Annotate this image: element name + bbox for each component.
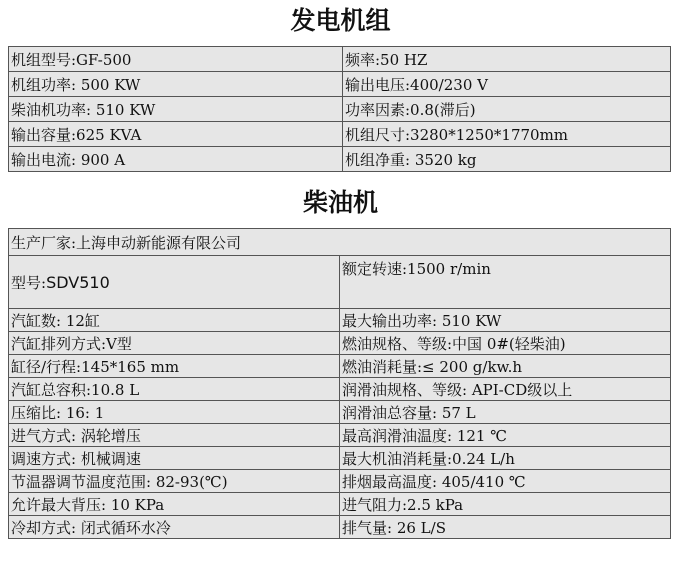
spec-cell: 燃油消耗量:≤ 200 g/kw.h — [340, 355, 671, 378]
genset-title: 发电机组 — [290, 6, 391, 35]
manufacturer-cell: 生产厂家:上海申动新能源有限公司 — [9, 229, 671, 256]
table-row — [9, 355, 671, 378]
genset-spec-table — [8, 46, 671, 172]
engine-spec-table — [8, 228, 671, 539]
spec-cell: 最高润滑油温度: 121 ℃ — [340, 424, 671, 447]
rated-speed-cell: 额定转速:1500 r/min — [340, 256, 671, 309]
spec-cell: 机组尺寸:3280*1250*1770mm — [343, 122, 671, 147]
table-row — [9, 122, 671, 147]
spec-cell: 机组功率: 500 KW — [9, 72, 343, 97]
model-cell — [9, 256, 340, 309]
model-value: SDV510 — [46, 272, 110, 292]
table-row — [9, 378, 671, 401]
spec-cell: 燃油规格、等级:中国 0#(轻柴油) — [340, 332, 671, 355]
spec-cell: 输出电流: 900 A — [9, 147, 343, 172]
spec-cell: 调速方式: 机械调速 — [9, 447, 340, 470]
table-row — [9, 493, 671, 516]
table-row — [9, 332, 671, 355]
spec-cell: 汽缸数: 12缸 — [9, 309, 340, 332]
spec-cell: 最大输出功率: 510 KW — [340, 309, 671, 332]
spec-cell: 节温器调节温度范围: 82-93(℃) — [9, 470, 340, 493]
spec-cell: 机组型号:GF-500 — [9, 47, 343, 72]
spec-cell: 压缩比: 16: 1 — [9, 401, 340, 424]
spec-cell: 缸径/行程:145*165 mm — [9, 355, 340, 378]
spec-cell: 进气方式: 涡轮增压 — [9, 424, 340, 447]
table-row — [9, 309, 671, 332]
spec-cell: 汽缸排列方式:V型 — [9, 332, 340, 355]
spec-cell: 汽缸总容积:10.8 L — [9, 378, 340, 401]
table-row — [9, 401, 671, 424]
table-row — [9, 424, 671, 447]
spec-cell: 功率因素:0.8(滞后) — [343, 97, 671, 122]
spec-cell: 排气量: 26 L/S — [340, 516, 671, 539]
table-row — [9, 256, 671, 309]
spec-cell: 冷却方式: 闭式循环水冷 — [9, 516, 340, 539]
table-row — [9, 447, 671, 470]
table-row — [9, 47, 671, 72]
spec-cell: 允许最大背压: 10 KPa — [9, 493, 340, 516]
table-row — [9, 229, 671, 256]
spec-cell: 最大机油消耗量:0.24 L/h — [340, 447, 671, 470]
table-row — [9, 72, 671, 97]
model-label: 型号: — [11, 273, 47, 292]
spec-cell: 机组净重: 3520 kg — [343, 147, 671, 172]
table-row — [9, 516, 671, 539]
table-row — [9, 470, 671, 493]
spec-cell: 频率:50 HZ — [343, 47, 671, 72]
spec-cell: 润滑油总容量: 57 L — [340, 401, 671, 424]
spec-cell: 排烟最高温度: 405/410 ℃ — [340, 470, 671, 493]
engine-title: 柴油机 — [302, 188, 378, 217]
spec-cell: 柴油机功率: 510 KW — [9, 97, 343, 122]
spec-cell: 输出电压:400/230 V — [343, 72, 671, 97]
spec-cell: 润滑油规格、等级: API-CD级以上 — [340, 378, 671, 401]
table-row — [9, 147, 671, 172]
spec-cell: 输出容量:625 KVA — [9, 122, 343, 147]
table-row — [9, 97, 671, 122]
spec-cell: 进气阻力:2.5 kPa — [340, 493, 671, 516]
